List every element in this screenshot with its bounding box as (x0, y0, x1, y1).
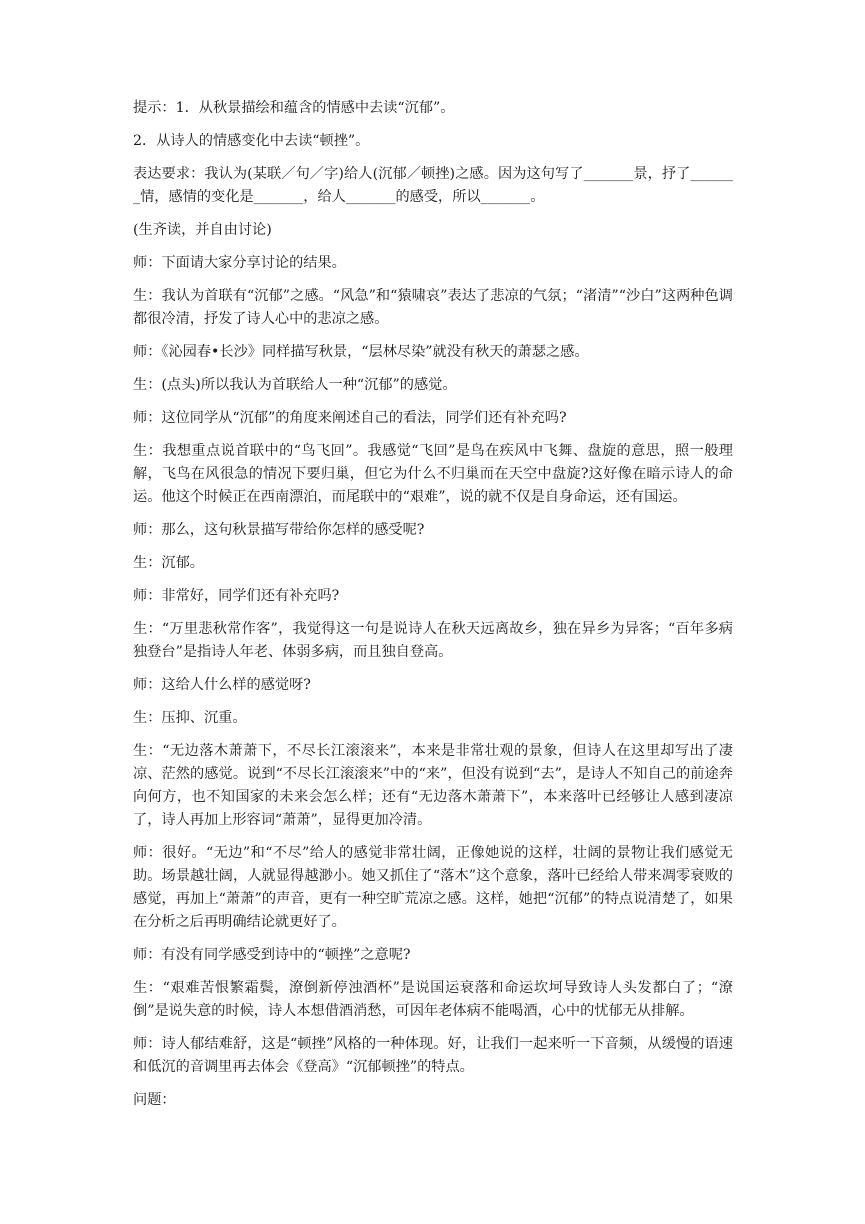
dialogue-line: 师：这给人什么样的感觉呀? (133, 677, 311, 693)
dialogue-line: 生：“艰难苦恨繁霜鬓，潦倒新停浊酒杯”是说国运衰落和命运坎坷导致诗人头发都白了；“潦倒”是说失意的时候，诗人本想借酒消愁，可因年老体病不能喝酒，心中的忧郁无从排解。 (133, 980, 733, 1019)
dialogue-line: 师：《沁园春•长沙》同样描写秋景，“层林尽染”就没有秋天的萧瑟之感。 (133, 344, 589, 360)
dialogue-line: 生：我想重点说首联中的“鸟飞回”。我感觉“飞回”是鸟在疾风中飞舞、盘旋的意思，照一般理解，飞鸟在风很急的情况下要归巢，但它为什么不归巢而在天空中盘旋?这好像在暗示诗人的命运。他这个时候正在西南漂泊，而尾联中的“艰难”，说的就不仅是自身命运，还有国运。 (133, 443, 733, 505)
dialogue-line: 生：我认为首联有“沉郁”之感。“风急”和“猿啸哀”表达了悲凉的气氛；“渚清”“沙白”这两种色调都很冷清，抒发了诗人心中的悲凉之感。 (133, 288, 733, 327)
document-page (133, 97, 733, 1122)
hint-line-1: 提示：1．从秋景描绘和蕴含的情感中去读“沉郁”。 (133, 100, 455, 116)
expression-requirement: 表达要求：我认为(某联／句／字)给人(沉郁／顿挫)之感。因为这句写了_______景，抒了_______情，感情的变化是_______，给人_______的感受，所以_______。 (133, 166, 733, 205)
dialogue-line: 生：压抑、沉重。 (133, 710, 247, 726)
stage-direction: (生齐读，并自由讨论) (133, 222, 272, 238)
question-heading: 问题： (133, 1092, 176, 1108)
dialogue-line: 师：很好。“无边”和“不尽”给人的感觉非常壮阔，正像她说的这样，壮阔的景物让我们感觉无助。场景越壮阔，人就显得越渺小。她又抓住了“落木”这个意象，落叶已经给人带来凋零衰败的感觉，再加上“萧萧”的声音，更有一种空旷荒凉之感。这样，她把“沉郁”的特点说清楚了，如果在分析之后再明确结论就更好了。 (133, 845, 733, 930)
dialogue-line: 生：沉郁。 (133, 555, 204, 571)
dialogue-line: 师：那么，这句秋景描写带给你怎样的感受呢? (133, 522, 425, 538)
dialogue-line: 师：下面请大家分享讨论的结果。 (133, 255, 346, 271)
hint-line-2: 2．从诗人的情感变化中去读“顿挫”。 (133, 133, 370, 149)
dialogue-line: 师：这位同学从“沉郁”的角度来阐述自己的看法，同学们还有补充吗? (133, 410, 567, 426)
dialogue-line: 师：诗人郁结难舒，这是“顿挫”风格的一种体现。好，让我们一起来听一下音频，从缓慢的语速和低沉的音调里再去体会《登高》“沉郁顿挫”的特点。 (133, 1036, 733, 1075)
dialogue-line: 生：“万里悲秋常作客”，我觉得这一句是说诗人在秋天远离故乡，独在异乡为异客；“百年多病独登台”是指诗人年老、体弱多病，而且独自登高。 (133, 621, 733, 660)
dialogue-line: 生：(点头)所以我认为首联给人一种“沉郁”的感觉。 (133, 377, 457, 393)
dialogue-line: 师：有没有同学感受到诗中的“顿挫”之意呢? (133, 947, 411, 963)
dialogue-line: 师：非常好，同学们还有补充吗? (133, 588, 340, 604)
dialogue-line: 生：“无边落木萧萧下，不尽长江滚滚来”，本来是非常壮观的景象，但诗人在这里却写出了凄凉、茫然的感觉。说到“不尽长江滚滚来”中的“来”，但没有说到“去”，是诗人不知自己的前途奔向何方，也不知国家的未来会怎么样；还有“无边落木萧萧下”，本来落叶已经够让人感到凄凉了，诗人再加上形容词“萧萧”，显得更加冷清。 (133, 743, 733, 828)
